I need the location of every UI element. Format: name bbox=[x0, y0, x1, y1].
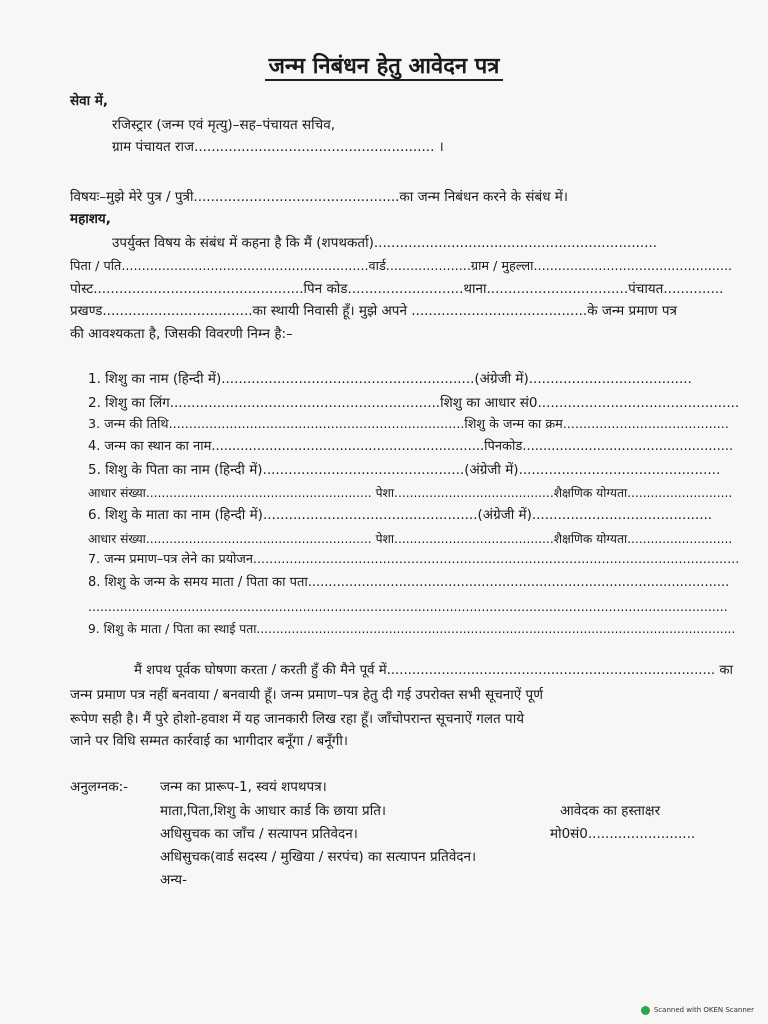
greeting: महाशय, bbox=[70, 211, 111, 227]
body-line: प्रखण्ड...................................का स्थायी निवासी हूँ। मुझे अपने .........................................के जन्म प्रमाण पत्र bbox=[70, 303, 677, 319]
addressee-line-2: ग्राम पंचायत राज........................................................ । bbox=[112, 139, 444, 155]
form-item: 7. जन्म प्रमाण–पत्र लेने का प्रयोजन........................................................................................................................ bbox=[88, 552, 740, 567]
enclosure-item: जन्म का प्रारूप-1, स्वयं शपथपत्र। bbox=[160, 779, 327, 795]
scanner-logo-icon bbox=[641, 1006, 650, 1015]
form-item: आधार संख्या.......................................................... पेशा.........................................शैक्षणिक योग्यता........................... bbox=[88, 486, 733, 500]
enclosure-item: माता,पिता,शिशु के आधार कार्ड कि छाया प्रति। bbox=[160, 803, 387, 819]
enclosure-item: अन्य- bbox=[160, 872, 187, 888]
enclosure-label: अनुलग्नक:- bbox=[70, 779, 129, 795]
form-item: ................................................................................................................................................................. bbox=[88, 599, 728, 614]
declaration-line: रूपेण सही है। मैं पुरे होशो-हवाश में यह जानकारी लिख रहा हूँ। जाँचोपरान्त सूचनाऐं गलत पाये bbox=[70, 711, 525, 727]
body-line: पिता / पति.............................................................वार्ड.....................ग्राम / मुहल्ला................................................. bbox=[70, 259, 733, 274]
form-item: 6. शिशु के माता का नाम (हिन्दी में)..................................................(अंग्रेजी में).......................................... bbox=[88, 507, 713, 523]
form-item: 9. शिशु के माता / पिता का स्थाई पता........................................................................................................................... bbox=[88, 622, 736, 636]
form-item: 8. शिशु के जन्म के समय माता / पिता का पता...................................................................................................... bbox=[88, 575, 730, 590]
mobile-field: मो0सं0......................... bbox=[550, 826, 696, 842]
form-item: 3. जन्म की तिथि.........................................................................शिशु के जन्म का क्रम......................................... bbox=[88, 417, 729, 432]
addressee-line-1: रजिस्ट्रार (जन्म एवं मृत्यु)–सह–पंचायत सचिव, bbox=[112, 117, 336, 133]
declaration-line: मैं शपथ पूर्वक घोषणा करता / करती हुँ की मैने पूर्व में.............................................................................. का bbox=[134, 663, 733, 678]
subject-line: विषयः–मुझे मेरे पुत्र / पुत्री................................................का जन्म निबंधन करने के संबंध में। bbox=[70, 189, 568, 205]
salutation-to: सेवा में, bbox=[70, 93, 109, 109]
form-item: 1. शिशु का नाम (हिन्दी में)...........................................................(अंग्रेजी में)...................................... bbox=[88, 371, 692, 387]
enclosure-item: अधिसुचक का जाँच / सत्यापन प्रतिवेदन। bbox=[160, 826, 358, 842]
form-item: आधार संख्या.......................................................... पेशा.........................................शैक्षणिक योग्यता........................... bbox=[88, 532, 733, 546]
form-title: जन्म निबंधन हेतु आवेदन पत्र bbox=[0, 52, 768, 82]
body-line: उपर्युक्त विषय के संबंध में कहना है कि मैं (शपथकर्ता).................................................................. bbox=[112, 235, 658, 251]
scanner-text: Scanned with OKEN Scanner bbox=[653, 1006, 754, 1014]
scanner-watermark bbox=[641, 1004, 754, 1016]
form-item: 4. जन्म का स्थान का नाम..................................................................पिनकोड................................................... bbox=[88, 439, 734, 454]
signature-label: आवेदक का हस्ताक्षर bbox=[560, 803, 661, 819]
body-line: पोस्ट.................................................पिन कोड...........................थाना.................................पंचायत.............. bbox=[70, 281, 724, 297]
declaration-line: जन्म प्रमाण पत्र नहीं बनवाया / बनवायी हूँ। जन्म प्रमाण–पत्र हेतु दी गई उपरोक्त सभी सूचनाऐं पूर्ण bbox=[70, 687, 543, 703]
enclosure-item: अधिसुचक(वार्ड सदस्य / मुखिया / सरपंच) का सत्यापन प्रतिवेदन। bbox=[160, 849, 477, 865]
declaration-line: जाने पर विधि सम्मत कार्रवाई का भागीदार बनूँगा / बनूँगी। bbox=[70, 733, 348, 749]
body-line: की आवश्यकता है, जिसकी विवरणी निम्न है:– bbox=[70, 326, 293, 342]
form-item: 2. शिशु का लिंग...............................................................शिशु का आधार सं0............................................... bbox=[88, 395, 740, 411]
form-item: 5. शिशु के पिता का नाम (हिन्दी में)...............................................(अंग्रेजी में)............................................... bbox=[88, 462, 721, 478]
